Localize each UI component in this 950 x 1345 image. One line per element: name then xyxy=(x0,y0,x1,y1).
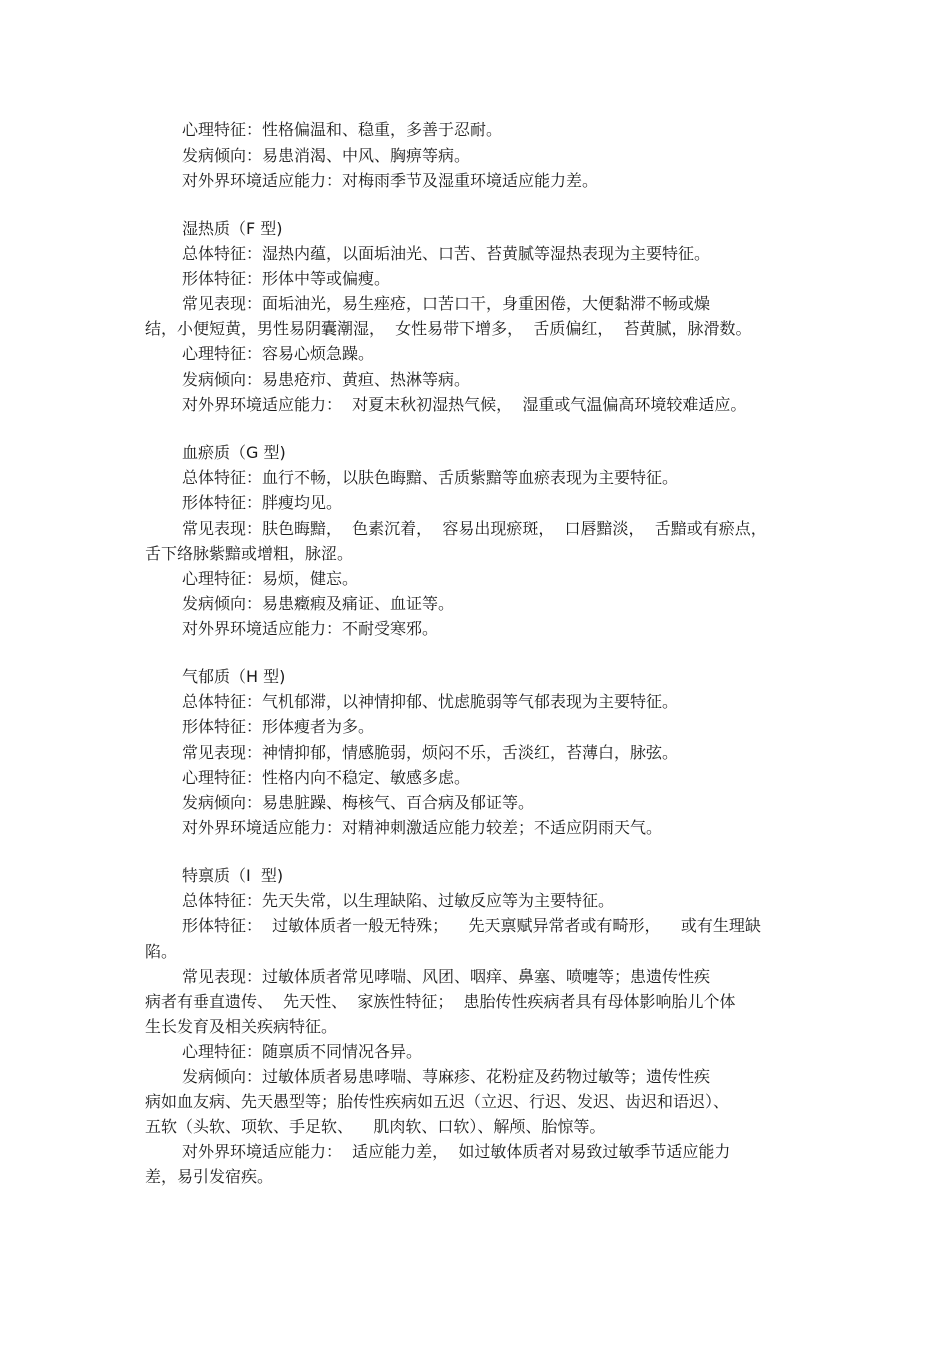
text-line: 结，小便短黄，男性易阴囊潮湿， 女性易带下增多， 舌质偏红， 苔黄腻，脉滑数。 xyxy=(145,319,752,338)
text-line: 总体特征：血行不畅，以肤色晦黯、舌质紫黯等血瘀表现为主要特征。 xyxy=(182,468,679,487)
text-line: 发病倾向：易患癥瘕及痛证、血证等。 xyxy=(182,594,455,613)
text-line: 对外界环境适应能力：对梅雨季节及湿重环境适应能力差。 xyxy=(182,171,599,190)
section-heading: 特禀质（I 型) xyxy=(182,866,284,885)
text-line: 总体特征：气机郁滞，以神情抑郁、忧虑脆弱等气郁表现为主要特征。 xyxy=(182,692,679,711)
text-line: 常见表现：神情抑郁，情感脆弱，烦闷不乐，舌淡红，苔薄白，脉弦。 xyxy=(182,743,679,762)
text-line: 病如血友病、先天愚型等；胎传性疾病如五迟（立迟、行迟、发迟、齿迟和语迟）、 xyxy=(145,1092,730,1111)
text-line: 形体特征：胖瘦均见。 xyxy=(182,493,343,512)
text-line: 形体特征：形体瘦者为多。 xyxy=(182,717,375,736)
text-line: 形体特征： 过敏体质者一般无特殊； 先天禀赋异常者或有畸形， 或有生理缺 xyxy=(182,916,761,935)
text-line: 对外界环境适应能力： 对夏末秋初湿热气候， 湿重或气温偏高环境较难适应。 xyxy=(182,395,747,414)
section-heading: 血瘀质（G 型) xyxy=(182,443,286,462)
text-line: 总体特征：湿热内蕴，以面垢油光、口苦、苔黄腻等湿热表现为主要特征。 xyxy=(182,244,711,263)
text-line: 形体特征：形体中等或偏瘦。 xyxy=(182,269,391,288)
text-line: 常见表现：过敏体质者常见哮喘、风团、咽痒、鼻塞、喷嚏等；患遗传性疾 xyxy=(182,967,711,986)
text-line: 舌下络脉紫黯或增粗，脉涩。 xyxy=(145,544,354,563)
text-line: 发病倾向：过敏体质者易患哮喘、荨麻疹、花粉症及药物过敏等；遗传性疾 xyxy=(182,1067,711,1086)
text-line: 生长发育及相关疾病特征。 xyxy=(145,1017,338,1036)
text-line: 陷。 xyxy=(145,942,178,961)
text-line: 心理特征：容易心烦急躁。 xyxy=(182,344,375,363)
text-line: 心理特征：易烦，健忘。 xyxy=(182,569,359,588)
text-line: 心理特征：随禀质不同情况各异。 xyxy=(182,1042,423,1061)
text-line: 对外界环境适应能力：不耐受寒邪。 xyxy=(182,619,439,638)
text-line: 对外界环境适应能力： 适应能力差， 如过敏体质者对易致过敏季节适应能力 xyxy=(182,1142,731,1161)
text-line: 差，易引发宿疾。 xyxy=(145,1167,274,1186)
text-line: 心理特征：性格偏温和、稳重，多善于忍耐。 xyxy=(182,120,503,139)
text-line: 病者有垂直遗传、 先天性、 家族性特征； 患胎传性疾病者具有母体影响胎儿个体 xyxy=(145,992,736,1011)
text-line: 总体特征：先天失常，以生理缺陷、过敏反应等为主要特征。 xyxy=(182,891,615,910)
section-heading: 气郁质（H 型) xyxy=(182,667,286,686)
text-line: 常见表现：肤色晦黯， 色素沉着， 容易出现瘀斑， 口唇黯淡， 舌黯或有瘀点， xyxy=(182,519,767,538)
section-heading: 湿热质（F 型) xyxy=(182,219,283,238)
text-line: 常见表现：面垢油光，易生痤疮，口苦口干，身重困倦，大便黏滞不畅或燥 xyxy=(182,294,711,313)
text-line: 心理特征：性格内向不稳定、敏感多虑。 xyxy=(182,768,471,787)
text-line: 发病倾向：易患消渴、中风、胸痹等病。 xyxy=(182,146,471,165)
text-line: 对外界环境适应能力：对精神刺激适应能力较差；不适应阴雨天气。 xyxy=(182,818,663,837)
text-line: 五软（头软、项软、手足软、 肌肉软、口软）、解颅、胎惊等。 xyxy=(145,1117,606,1136)
text-line: 发病倾向：易患脏躁、梅核气、百合病及郁证等。 xyxy=(182,793,535,812)
text-line: 发病倾向：易患疮疖、黄疸、热淋等病。 xyxy=(182,370,471,389)
